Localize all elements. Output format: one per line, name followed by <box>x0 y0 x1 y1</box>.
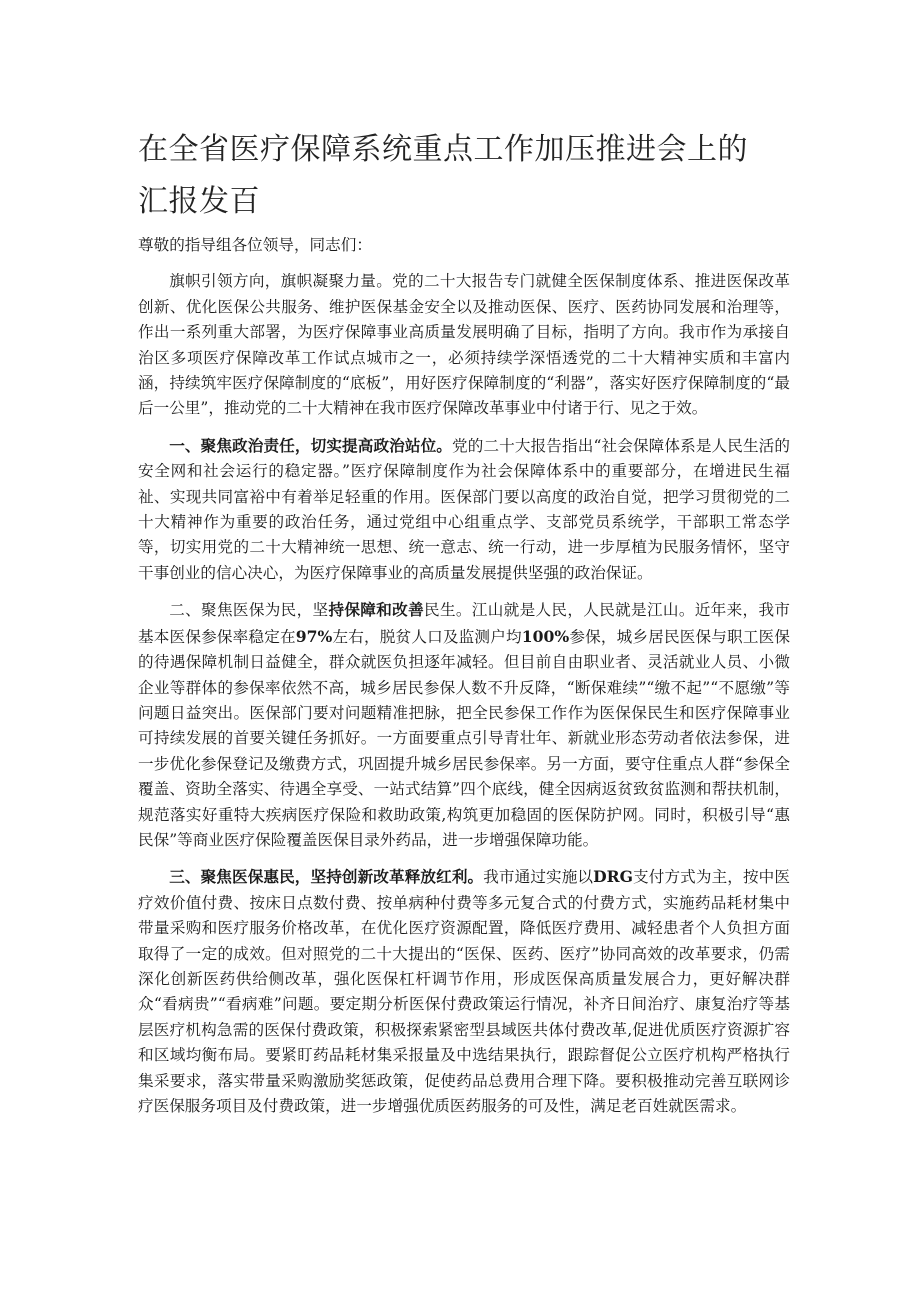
intro-paragraph: 旗帜引领方向，旗帜凝聚力量。党的二十大报告专门就健全医保制度体系、推进医保改革创新、优化医保公共服务、维护医保基金安全以及推动医保、医疗、医药协同发展和治理等，作出一系列重大部署，为医疗保障事业高质量发展明确了目标，指明了方向。我市作为承接自治区多项医疗保障改革工作试点城市之一，必须持续学深悟透党的二十大精神实质和丰富内涵，持续筑牢医疗保障制度的“底板”，用好医疗保障制度的“利器”，落实好医疗保障制度的“最后一公里”，推动党的二十大精神在我市医疗保障改革事业中付诸于行、见之于效。 <box>138 272 790 418</box>
drg-term: DRG <box>593 867 633 887</box>
section-2-text-b: 左右，脱贫人口及监测户均 <box>332 627 522 646</box>
section-3-heading: 三、聚焦医保惠民，坚持创新改革释放红利。 <box>169 867 484 887</box>
section-1-text: 党的二十大报告指出“社会保障体系是人民生活的安全网和社会运行的稳定器。”医疗保障制度作为社会保障体系中的重要部分，在增进民生福祉、实现共同富裕中有着举足轻重的作用。医保部门要以高度的政治自觉，把学习贯彻党的二十大精神作为重要的政治任务，通过党组中心组重点学、支部党员系统学，干部职工常态学等，切实用党的二十大精神统一思想、统一意志、统一行动，进一步厚植为民服务情怀，坚守干事创业的信心决心，为医疗保障事业的高质量发展提供坚强的政治保证。 <box>138 436 790 582</box>
document-title: 在全省医疗保障系统重点工作加压推进会上的汇报发百 <box>138 132 748 219</box>
section-2-text-c: 参保，城乡居民医保与职工医保的待遇保障机制日益健全，群众就医负担逐年减轻。但目前自由职业者、灵活就业人员、小微企业等群体的参保率依然不高，城乡居民参保人数不升反降，“断保难续”“缴不起”“不愿缴”等问题日益突出。医保部门要对问题精准把脉，把全民参保工作作为医保保民生和医疗保障事业可持续发展的首要关键任务抓好。一方面要重点引导青壮年、新就业形态劳动者依法参保，进一步优化参保登记及缴费方式，巩固提升城乡居民参保率。另一方面，要守住重点人群“参保全覆盖、资助全落实、待遇全享受、一站式结算”四个底线，健全因病返贫致贫监测和帮扶机制，规范落实好重特大疾病医疗保险和救助政策,构筑更加稳固的医保防护网。同时，积极引导“惠民保”等商业医疗保险覆盖医保目录外药品，进一步增强保障功能。 <box>138 627 790 849</box>
insured-rate-value: 97% <box>295 626 333 646</box>
section-3-paragraph <box>138 864 790 1119</box>
section-2-heading-bold: 持保障和改善 <box>328 600 425 620</box>
poverty-insured-value: 100% <box>521 626 570 646</box>
section-2-heading-start: 二、聚焦医保为民，坚 <box>169 601 329 620</box>
section-3-text-b: 支付方式为主，按中医疗效价值付费、按床日点数付费、按单病种付费等多元复合式的付费方式，实施药品耗材集中带量采购和医疗服务价格改革，在优化医疗资源配置，降低医疗费用、减轻患者个人负担方面取得了一定的成效。但对照党的二十大提出的“医保、医药、医疗”协同高效的改革要求，仍需深化创新医药供给侧改革，强化医保杠杆调节作用，形成医保高质量发展合力，更好解决群众“看病贵”“看病难”问题。要定期分析医保付费政策运行情况，补齐日间治疗、康复治疗等基层医疗机构急需的医保付费政策，积极探索紧密型县域医共体付费改革,促进优质医疗资源扩容和区域均衡布局。要紧盯药品耗材集采报量及中选结果执行，跟踪督促公立医疗机构严格执行集采要求，落实带量采购激励奖惩政策，促使药品总费用合理下降。要积极推动完善互联网诊疗医保服务项目及付费政策，进一步增强优质医药服务的可及性，满足老百姓就医需求。 <box>138 868 790 1115</box>
section-2-paragraph <box>138 597 790 853</box>
section-1-paragraph <box>138 433 790 586</box>
document-body <box>138 233 790 1130</box>
section-2-text-a: 民生。江山就是人民，人民就是江山。近年来，我市基本医保参保率稳定在 <box>138 601 790 646</box>
salutation: 尊敬的指导组各位领导，同志们： <box>138 236 372 254</box>
section-1-heading: 一、聚焦政治责任，切实提高政治站位。 <box>169 435 453 455</box>
section-3-text-a: 我市通过实施以 <box>483 868 594 887</box>
